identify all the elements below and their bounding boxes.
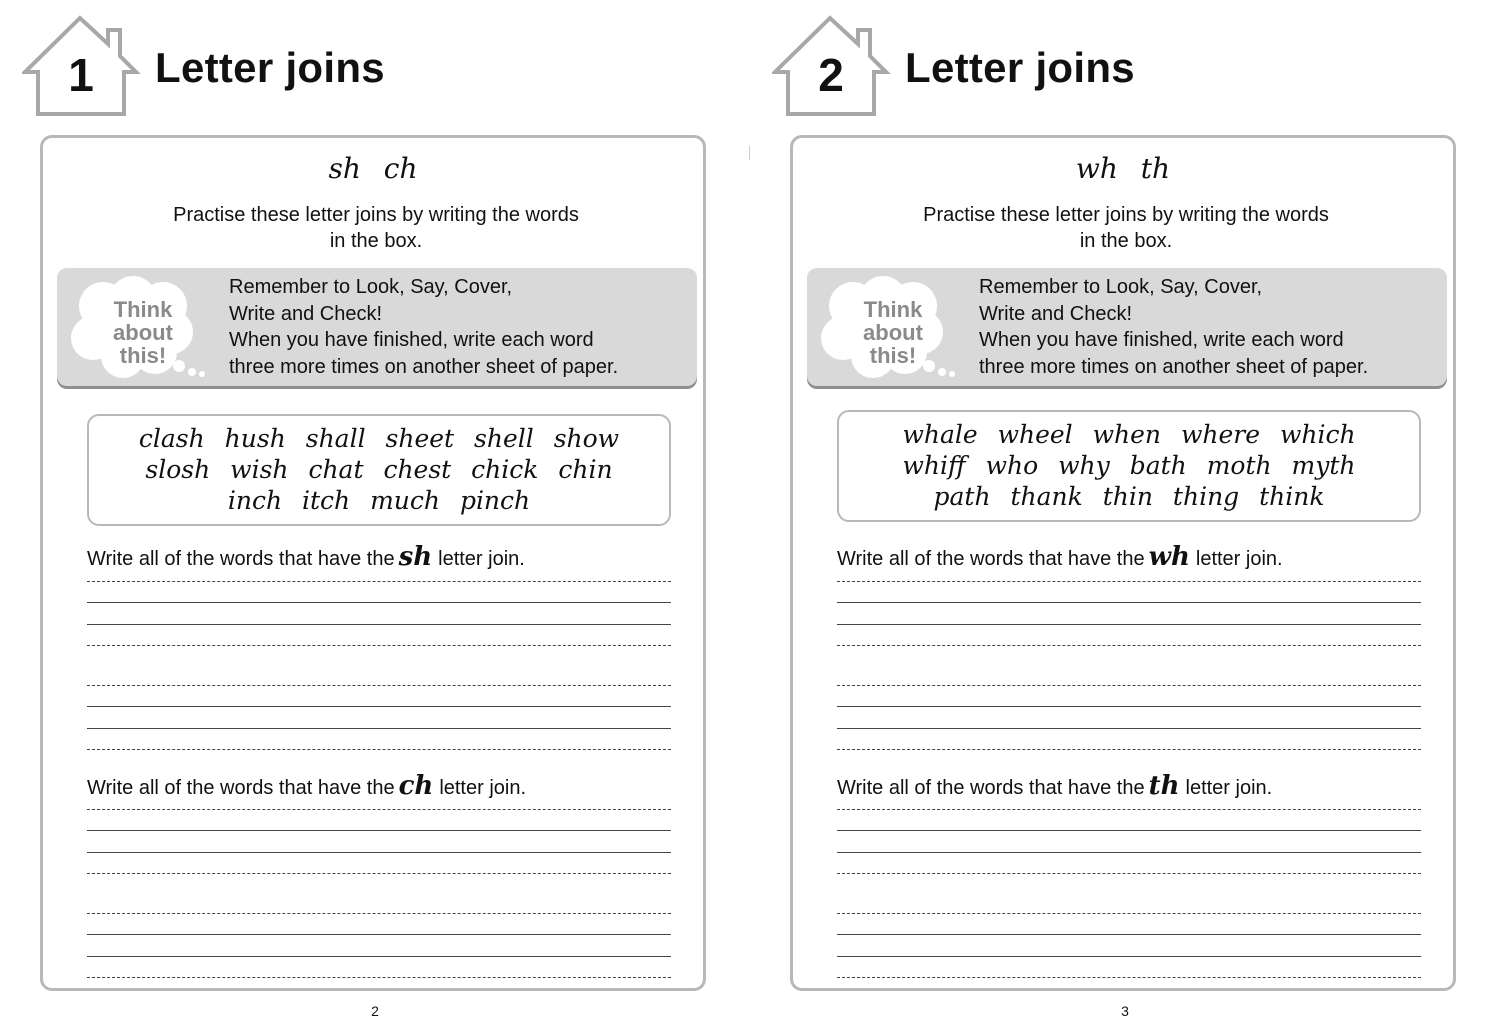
- think-about-this-panel: [807, 268, 1447, 386]
- word-row: slosh wish chat chest chick chin: [145, 455, 613, 484]
- word-box: [837, 410, 1421, 522]
- house-number-badge: [772, 14, 892, 118]
- instruction-text: Practise these letter joins by writing the words in the box.: [173, 204, 579, 252]
- word-row: path thank thin thing think: [933, 482, 1325, 511]
- join-2: th: [1140, 152, 1171, 185]
- instruction-text: Practise these letter joins by writing the words in the box.: [923, 204, 1329, 252]
- footer-page-number: 3: [1121, 1003, 1129, 1019]
- reminder-text: Remember to Look, Say, Cover, Write and Check! When you have finished, write each word three more times on another sheet of paper.: [979, 276, 1369, 378]
- join-1: sh: [328, 152, 361, 185]
- word-row: whale wheel when where which: [902, 420, 1356, 449]
- word-row: clash hush shall sheet shell show: [138, 424, 620, 453]
- footer-page-number: 2: [371, 1003, 379, 1019]
- join-glyph: sh: [398, 542, 433, 572]
- join-glyph: ch: [398, 771, 434, 801]
- question-th: Write all of the words that have the th letter join.: [837, 771, 1273, 801]
- reminder-text: Remember to Look, Say, Cover, Write and Check! When you have finished, write each word three more times on another sheet of paper.: [229, 276, 619, 378]
- page-title: Letter joins: [155, 44, 385, 91]
- join-1: wh: [1075, 152, 1118, 185]
- page-title: Letter joins: [905, 44, 1135, 91]
- thought-cloud-icon: [71, 276, 213, 380]
- think-about-this-panel: [57, 268, 697, 386]
- join-glyph: th: [1148, 771, 1180, 801]
- page-number-badge: 2: [818, 49, 844, 101]
- question-sh: Write all of the words that have the sh letter join.: [87, 542, 525, 572]
- letter-joins-heading: [43, 152, 703, 185]
- house-number-badge: [22, 14, 142, 118]
- page-number-badge: 1: [68, 49, 94, 101]
- question-ch: Write all of the words that have the ch letter join.: [87, 771, 527, 801]
- join-glyph: wh: [1148, 542, 1190, 572]
- think-label: Think about this!: [113, 297, 173, 368]
- word-box: [87, 414, 671, 526]
- question-wh: Write all of the words that have the wh letter join.: [837, 542, 1283, 572]
- thought-cloud-icon: [821, 276, 963, 380]
- word-row: inch itch much pinch: [227, 486, 531, 515]
- worksheet-card: [790, 135, 1456, 991]
- worksheet-card: [40, 135, 706, 991]
- page-right: [750, 0, 1500, 1035]
- word-row: whiff who why bath moth myth: [902, 451, 1356, 480]
- think-label: Think about this!: [863, 297, 923, 368]
- join-2: ch: [383, 152, 418, 185]
- letter-joins-heading: [793, 152, 1453, 185]
